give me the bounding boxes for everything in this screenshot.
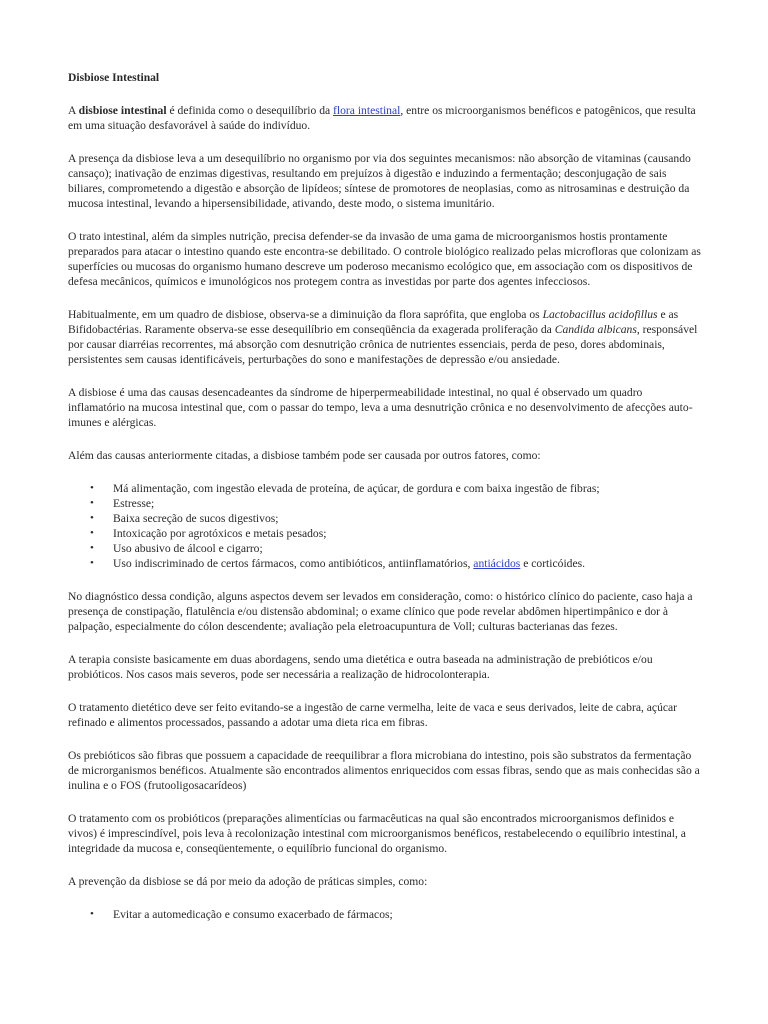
- paragraph-prevention: A prevenção da disbiose se dá por meio da adoção de práticas simples, como:: [68, 875, 428, 888]
- list-item-text: Uso abusivo de álcool e cigarro;: [113, 542, 263, 555]
- paragraph-intestinal-tract: O trato intestinal, além da simples nutrição, precisa defender-se da invasão de uma gama de microorganismos hostis prontamente preparados para atacar o intestino quando este encontra-se debilitado. O controle biológico realizado pelas microfloras que colonizam as superfícies ou mucosas do organismo humano descreve um poderoso mecanismo ecológico que, em associação com os dispositivos de defesa mecânicos, químicos e imunológicos nos protegem contra as investidas por parte dos agentes infecciosos.: [68, 230, 701, 288]
- paragraph-habitual: [68, 307, 702, 367]
- prevention-list: [68, 907, 702, 922]
- list-item: [68, 556, 702, 571]
- paragraph-dietary-treatment: O tratamento dietético deve ser feito evitando-se a ingestão de carne vermelha, leite de vaca e seus derivados, leite de cabra, açúcar refinado e alimentos processados, passando a adotar uma dieta rica em fibras.: [68, 701, 678, 729]
- text-segment: e corticóides.: [520, 557, 586, 570]
- document-body: [68, 70, 702, 940]
- list-item: [68, 541, 702, 556]
- flora-intestinal-link[interactable]: flora intestinal: [333, 104, 401, 117]
- bullet-icon: •: [90, 512, 94, 524]
- paragraph-definition: [68, 103, 702, 133]
- list-item-text: Má alimentação, com ingestão elevada de proteína, de açúcar, de gordura e com baixa ingestão de fibras;: [113, 482, 600, 495]
- bullet-icon: •: [90, 557, 94, 569]
- list-item-text: Intoxicação por agrotóxicos e metais pesados;: [113, 527, 327, 540]
- text-segment: Habitualmente, em um quadro de disbiose, observa-se a diminuição da flora saprófita, que engloba os: [68, 308, 543, 321]
- list-item: [68, 481, 702, 496]
- paragraph-probiotics: O tratamento com os probióticos (preparações alimentícias ou farmacêuticas na qual são encontrados microorganismos definidos e vivos) é imprescindível, pois leva à recolonização intestinal com microorganismos benéficos, restabelecendo o equilíbrio intestinal, a integridade da mucosa e, conseqüentemente, o equilíbrio funcional do organismo.: [68, 812, 686, 855]
- list-item: [68, 511, 702, 526]
- bullet-icon: •: [90, 908, 94, 920]
- text-segment: é definida como o desequilíbrio da: [166, 104, 334, 117]
- paragraph-diagnosis: No diagnóstico dessa condição, alguns aspectos devem ser levados em consideração, como: o histórico clínico do paciente, caso haja a presença de constipação, flatulência e/ou distensão abdominal; o exame clínico que pode revelar abdômen hipertimpânico e dor à palpação, especialmente do cólon descendente; avaliação pela eletroacupuntura de Voll; culturas bacterianas das fezes.: [68, 590, 693, 633]
- paragraph-prebiotics: Os prebióticos são fibras que possuem a capacidade de reequilibrar a flora microbiana do intestino, pois são substratos da fermentação de microrganismos benéficos. Atualmente são encontrados alimentos enriquecidos com essas fibras, sendo que as mais conhecidas são a inulina e o FOS (frutooligosacarídeos): [68, 749, 700, 792]
- bold-term: disbiose intestinal: [78, 104, 167, 117]
- bullet-icon: •: [90, 542, 94, 554]
- list-item: [68, 526, 702, 541]
- list-item-text: Baixa secreção de sucos digestivos;: [113, 512, 279, 525]
- antiacidos-link[interactable]: antiácidos: [473, 557, 521, 570]
- text-segment: e as Bifidobactérias. Raramente observa-se esse desequilíbrio em conseqüência da exagerada proliferação da: [68, 308, 679, 336]
- paragraph-mechanisms: A presença da disbiose leva a um desequilíbrio no organismo por via dos seguintes mecanismos: não absorção de vitaminas (causando cansaço); inativação de enzimas digestivas, resultando em prejuízos à digestão e induzindo a fermentação; desconjugação de sais biliares, comprometendo a digestão e absorção de lipídeos; síntese de promotores de neoplasias, como as nitrosaminas e destruição da mucosa intestinal, levando a hipersensibilidade, ativando, deste modo, o sistema imunitário.: [68, 152, 691, 210]
- list-item-text: Estresse;: [113, 497, 155, 510]
- bullet-icon: •: [90, 497, 94, 509]
- bullet-icon: •: [90, 482, 94, 494]
- paragraph-other-causes: Além das causas anteriormente citadas, a disbiose também pode ser causada por outros fatores, como:: [68, 449, 541, 462]
- causes-list: [68, 481, 702, 571]
- text-segment: , responsável por causar diarréias recorrentes, má absorção com desnutrição crônica de nutrientes essenciais, perda de peso, dores abdominais, persistentes sem causas identificáveis, perturbações do sono e manifestações de depressão e/ou ansiedade.: [68, 323, 698, 366]
- italic-species: Lactobacillus acidofillus: [542, 308, 658, 321]
- text-segment: Uso indiscriminado de certos fármacos, como antibióticos, antiinflamatórios,: [113, 557, 474, 570]
- text-segment: A: [68, 104, 79, 117]
- document-title: Disbiose Intestinal: [68, 71, 160, 84]
- list-item: [68, 496, 702, 511]
- italic-species: Candida albicans: [554, 323, 637, 336]
- text-segment: , entre os microorganismos benéficos e patogênicos, que resulta em uma situação desfavorável à saúde do indivíduo.: [68, 104, 696, 132]
- list-item: [68, 907, 702, 922]
- bullet-icon: •: [90, 527, 94, 539]
- paragraph-therapy: A terapia consiste basicamente em duas abordagens, sendo uma dietética e outra baseada na administração de prebióticos e/ou probióticos. Nos casos mais severos, pode ser necessária a realização de hidrocolonterapia.: [68, 653, 653, 681]
- paragraph-hyperpermeability: A disbiose é uma das causas desencadeantes da síndrome de hiperpermeabilidade intestinal, no qual é observado um quadro inflamatório na mucosa intestinal que, com o passar do tempo, leva a uma desnutrição crônica e no desenvolvimento de afecções auto-imunes e alérgicas.: [68, 386, 693, 429]
- list-item-text: Evitar a automedicação e consumo exacerbado de fármacos;: [113, 908, 393, 921]
